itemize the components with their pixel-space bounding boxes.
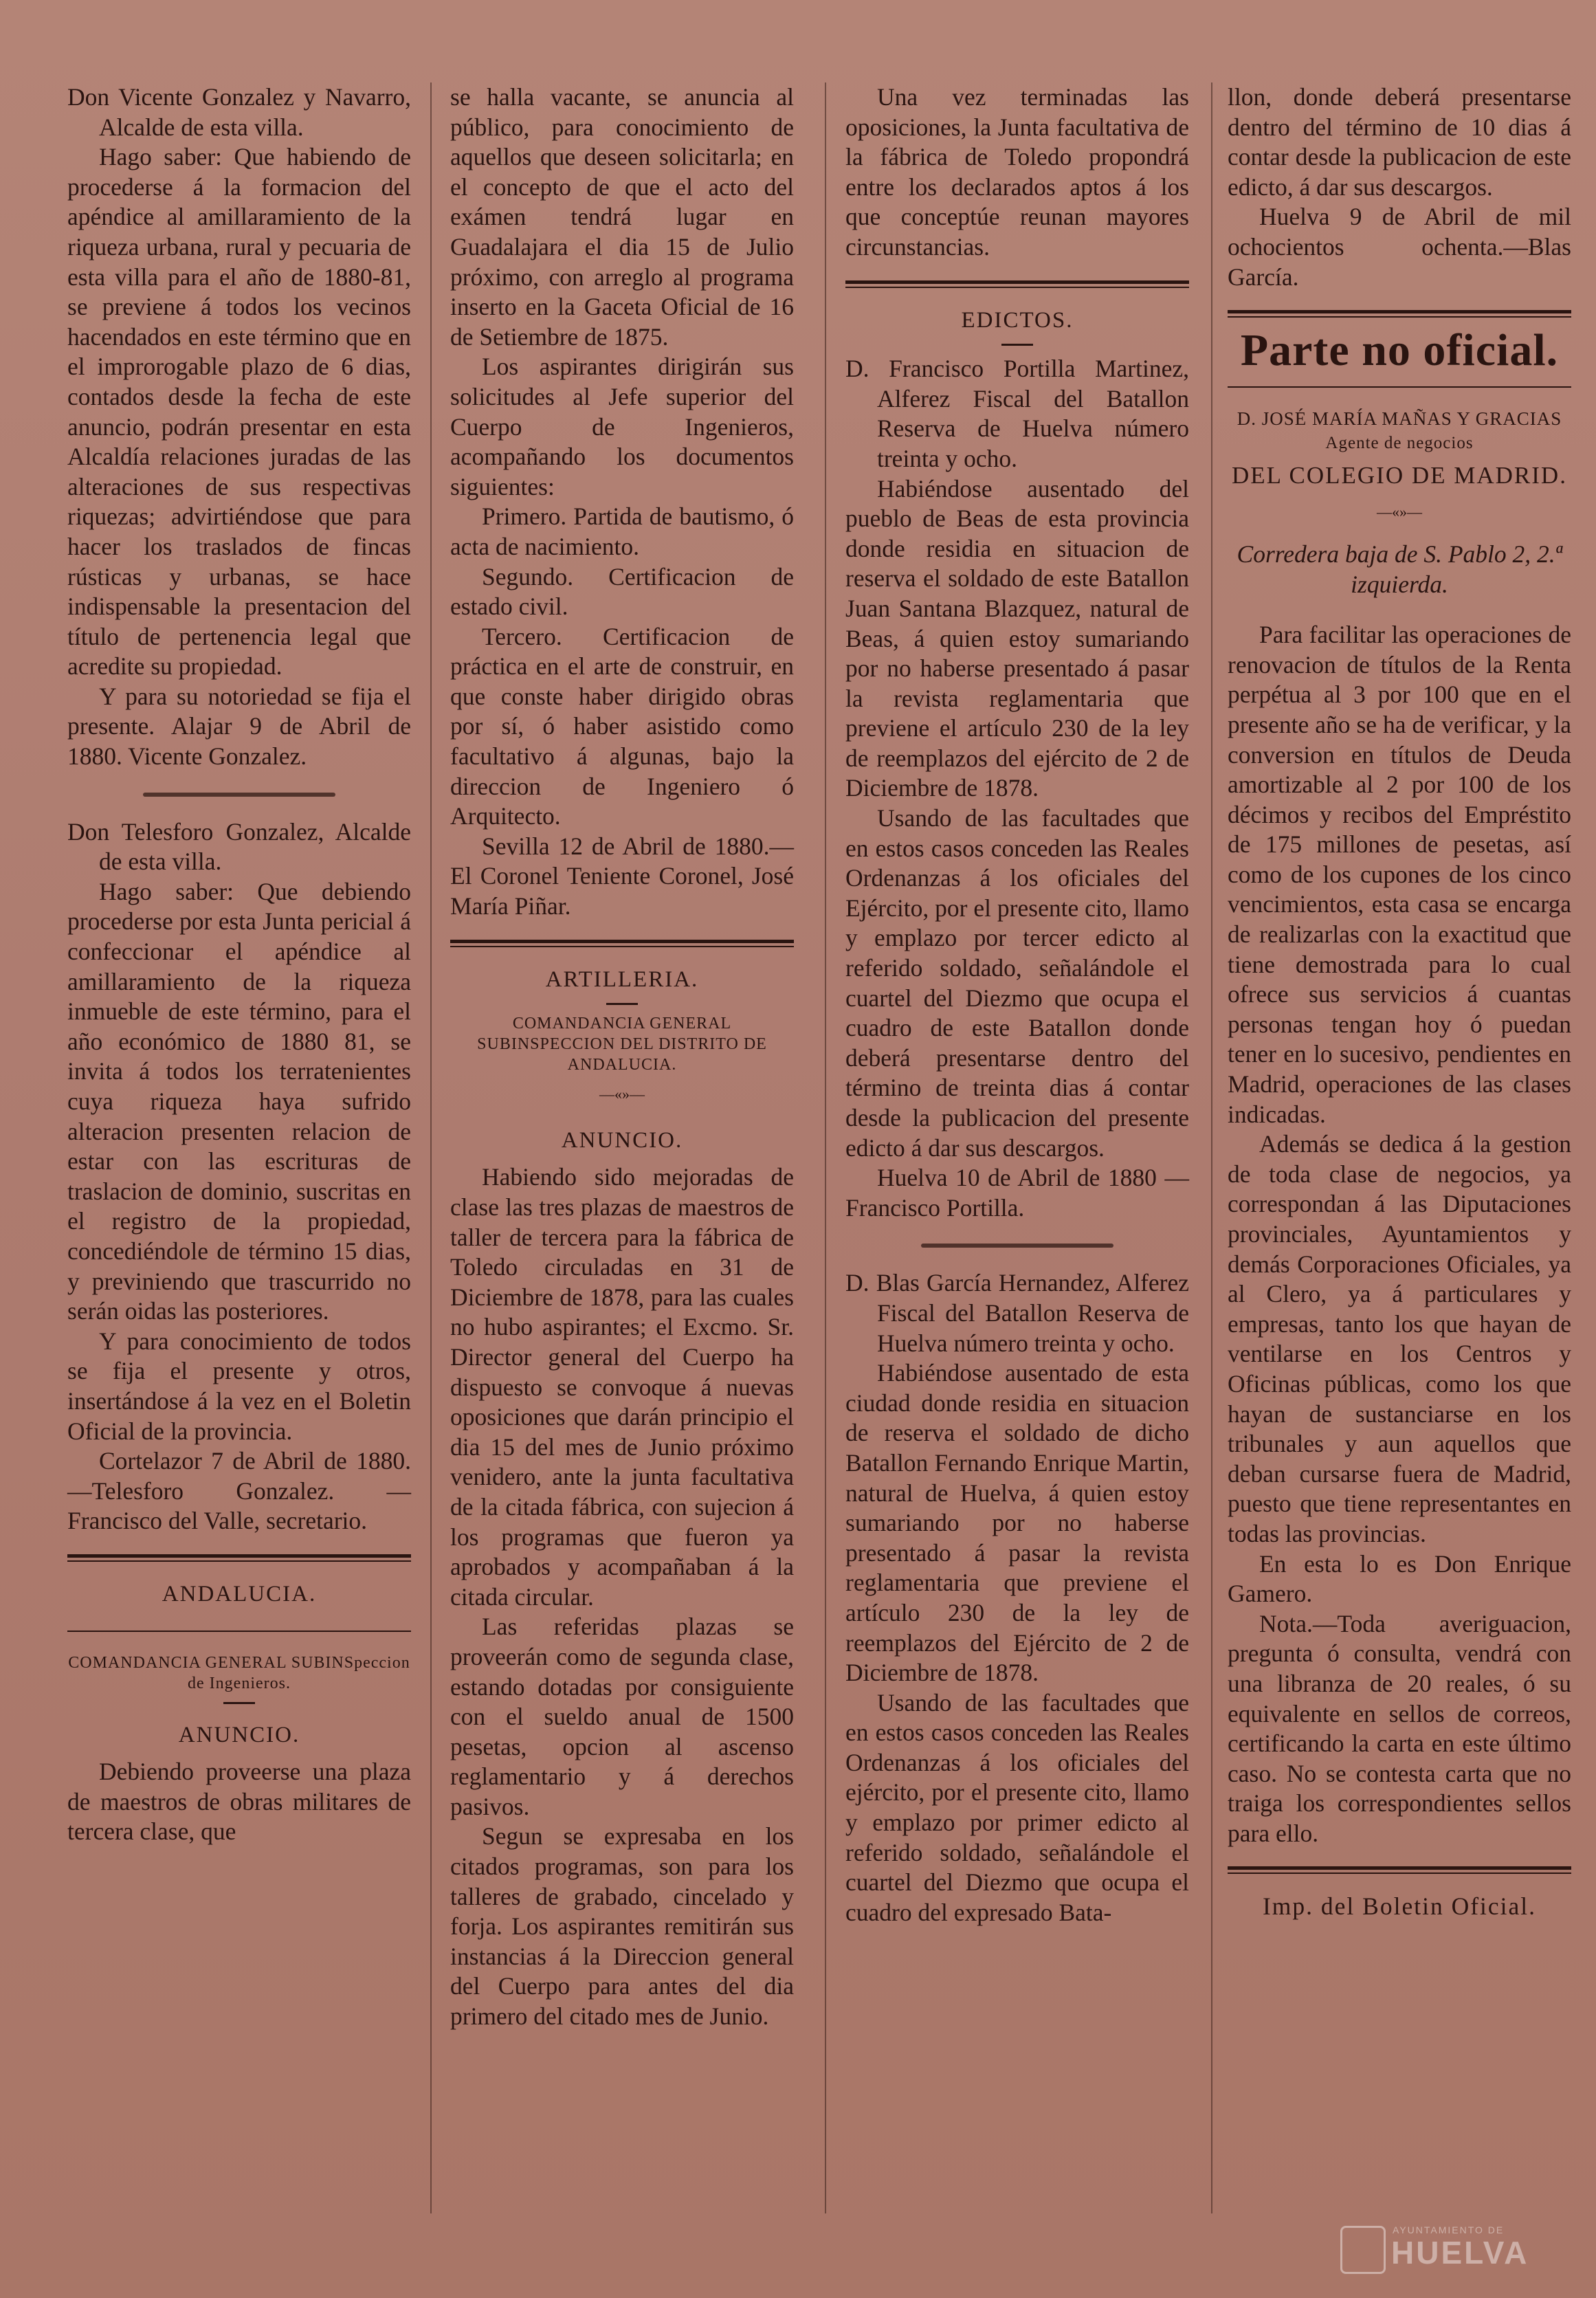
edict-body: Y para conocimiento de todos se fija el presente y otros, insertándose á la vez en el Boletin Oficial de la provincia. — [67, 1327, 411, 1445]
agent-name: D. JOSÉ MARÍA MAÑAS Y GRACIAS — [1237, 408, 1562, 429]
separator — [143, 793, 335, 797]
separator — [921, 1244, 1113, 1248]
notice-body: Tercero. Certificacion de práctica en el arte de construir, en que conste haber dirigido obras por sí, ó haber asistido como facultativo á algunas, bajo la direccion de Ingeniero ó Arquitecto. — [450, 622, 794, 830]
notice-body: Las referidas plazas se proveerán como de segunda clase, estando dotadas por consiguiente con el sueldo anual de 1500 pesetas, opcion al ascenso reglamentario y á derechos pasivos. — [450, 1613, 794, 1820]
imprint: Imp. del Boletin Oficial. — [1262, 1892, 1536, 1921]
dash-ornament — [223, 1702, 255, 1704]
agent-college: DEL COLEGIO DE MADRID. — [1232, 461, 1567, 489]
edict-signature: Cortelazor 7 de Abril de 1880.—Telesforo Gonzalez. —Francisco del Valle, secretario. — [67, 1447, 411, 1535]
column-rule — [825, 82, 826, 2213]
column-rule — [430, 82, 432, 2213]
notice-body: Primero. Partida de bautismo, ó acta de nacimiento. — [450, 502, 794, 560]
double-rule — [1228, 1866, 1571, 1874]
section-heading: ARTILLERIA. — [545, 966, 699, 992]
double-rule — [450, 940, 794, 947]
double-rule — [1228, 310, 1571, 318]
notice-body: se halla vacante, se anuncia al público, para conocimiento de aquellos que deseen solicitarla; en el concepto de que el acto del exámen tendrá lugar en Guadalajara el dia 15 de Julio próximo, con arreglo al programa inserto en la Gaceta Oficial de 16 de Setiembre de 1875. — [450, 83, 794, 351]
section-heading: Parte no oficial. — [1240, 325, 1559, 376]
notice-body: Habiendo sido mejoradas de clase las tres plazas de maestros de taller de tercera para la fábrica de Toledo circuladas en 31 de Diciembre de 1878, para las cuales no hubo aspirantes; el Excmo. Sr. Director general del Cuerpo ha dispuesto se convoque á nuevas oposiciones que darán principio el dia 15 del mes de Junio próximo venidero, ante la junta facultativa de la citada fábrica, con sujecion á los programas que fueron ya aprobados y acompañaban á la citada circular. — [450, 1163, 794, 1611]
dash-ornament — [606, 1003, 638, 1005]
column-3 — [845, 82, 1189, 1927]
edict-body: Habiéndose ausentado del pueblo de Beas de esta provincia donde residia en situacion de reserva el soldado de este Batallon Juan Santana Blazquez, natural de Beas, á quien estoy sumariando por no haberse presentado á pasar la revista reglamentaria que previene el artículo 230 de la ley de reemplazos del ejército de 2 de Diciembre de 1878. — [845, 474, 1189, 802]
agent-role: Agente de negocios — [1325, 433, 1474, 452]
ad-body: En esta lo es Don Enrique Gamero. — [1228, 1549, 1571, 1608]
edict-heading: Don Telesforo Gonzalez, Alcalde de esta villa. — [67, 817, 411, 876]
double-rule — [845, 280, 1189, 288]
thin-rule — [1228, 386, 1571, 388]
column-rule — [1211, 82, 1212, 2213]
edict-body: Usando de las facultades que en estos casos conceden las Reales Ordenanzas á los oficiales del Ejército, por el presente cito, llamo y emplazo por tercer edicto al referido soldado, señalándole el cuartel del Diezmo que ocupa el cuadro de este Batallon donde deberá presentarse dentro del término de treinta dias á contar desde la publicacion del presente edicto á dar sus descargos. — [845, 804, 1189, 1162]
notice-body: Segundo. Certificacion de estado civil. — [450, 562, 794, 621]
ad-note: Nota.—Toda averiguacion, pregunta ó consulta, vendrá con una libranza de 20 reales, ó su equivalente en sellos de correos, certificando la carta en este último caso. No se contesta carta que no traiga los correspondientes sellos para ello. — [1228, 1609, 1571, 1847]
edict-body: llon, donde deberá presentarse dentro del término de 10 dias á contar desde la publicacion de este edicto, á dar sus descargos. — [1228, 83, 1571, 201]
edict-heading: D. Francisco Portilla Martinez, Alferez Fiscal del Batallon Reserva de Huelva número treinta y ocho. — [845, 355, 1189, 472]
subsection-heading: COMANDANCIA GENERAL SUBINSPECCION DEL DISTRITO DE ANDALUCIA. — [477, 1015, 767, 1074]
ornament: —«»— — [1377, 503, 1422, 521]
dash-ornament — [1001, 344, 1033, 346]
edict-body: Hago saber: Que habiendo de procederse á la formacion del apéndice al amillaramiento de la riqueza urbana, rural y pecuaria de esta villa para el año de 1880-81, se previene á todos los vecinos hacendados en este término que en el improrogable plazo de 6 dias, contados desde la fecha de este anuncio, podrán presentar en esta Alcaldía relaciones juradas de las alteraciones de sus respectivas riquezas; advirtiéndose que para hacer los traslados de fincas rústicas y urbanas, se hace indispensable la presentacion del título de pertenencia legal que acredite su propiedad. — [67, 143, 411, 681]
section-heading: ANDALUCIA. — [162, 1581, 317, 1606]
notice-body: Debiendo proveerse una plaza de maestros de obras militares de tercera clase, que — [67, 1758, 411, 1846]
notice-body: Segun se expresaba en los citados programas, son para los talleres de grabado, cincelado y forja. Los aspirantes remitirán sus instancias á la Direccion general del Cuerpo para antes del dia primero del citado mes de Junio. — [450, 1822, 794, 2031]
notice-body: Los aspirantes dirigirán sus solicitudes al Jefe superior del Cuerpo de Ingenieros, acompañando los documentos siguientes: — [450, 353, 794, 500]
edict-body: Y para su notoriedad se fija el presente. Alajar 9 de Abril de 1880. Vicente Gonzalez. — [67, 682, 411, 771]
edict-body: Habiéndose ausentado de esta ciudad donde residia en situacion de reserva el soldado de dicho Batallon Fernando Enrique Martin, natural de Huelva, á quien estoy sumariando por no haberse presentado á pasar la revista reglamentaria que previene el artículo 230 de la ley de reemplazos del Ejército de 2 de Diciembre de 1878. — [845, 1359, 1189, 1687]
column-2 — [450, 82, 794, 2032]
ornament: —«»— — [599, 1085, 645, 1103]
ad-body: Para facilitar las operaciones de renovacion de títulos de la Renta perpétua al 3 por 100 que en el presente año se ha de verificar, y la conversion en títulos de Deuda amortizable al 2 por 100 de los décimos y recibos del Empréstito de 175 millones de pesetas, así como de los cupones de los cinco vencimientos, esta casa se encarga de realizarlas con la exactitud que tiene demostrada para lo cual ofrece sus servicios á cuantas personas tengan hoy ó puedan tener en lo sucesivo, pendientes en Madrid, operaciones de las clases indicadas. — [1228, 621, 1571, 1128]
notice-heading: ANUNCIO. — [561, 1127, 683, 1153]
edict-body: Usando de las facultades que en estos casos conceden las Reales Ordenanzas á los oficiales del ejército, por el presente cito, llamo y emplazo por primer edicto al referido soldado, señalándole el cuartel del Diezmo que ocupa el cuadro del expresado Bata- — [845, 1688, 1189, 1926]
notice-heading: ANUNCIO. — [178, 1722, 300, 1747]
archive-watermark — [1340, 2222, 1547, 2277]
coat-of-arms-icon — [1340, 2226, 1386, 2274]
double-rule — [67, 1554, 411, 1562]
edict-heading: Don Vicente Gonzalez y Navarro, Alcalde de esta villa. — [67, 83, 411, 141]
edict-signature: Huelva 9 de Abril de mil ochocientos ochenta.—Blas García. — [1228, 203, 1571, 291]
notice-signature: Sevilla 12 de Abril de 1880.—El Coronel Teniente Coronel, José María Piñar. — [450, 832, 794, 920]
section-heading: EDICTOS. — [961, 307, 1074, 333]
column-1 — [67, 82, 411, 1847]
ad-body: Además se dedica á la gestion de toda clase de negocios, ya correspondan á las Diputaciones provinciales, Ayuntamientos y demás Corporaciones Oficiales, ya al Clero, ya á particulares y empresas, tanto los que hayan de ventilarse en los Centros y Oficinas públicas, como los que hayan de sustanciarse en los tribunales y aun aquellos que deban cursarse fuera de Madrid, puesto que tiene representantes en todas las provincias. — [1228, 1130, 1571, 1547]
subsection-heading: COMANDANCIA GENERAL SUBINSpeccion de Ingenieros. — [68, 1653, 410, 1692]
edict-heading: D. Blas García Hernandez, Alferez Fiscal del Batallon Reserva de Huelva número treinta y ocho. — [845, 1269, 1189, 1357]
column-4 — [1228, 82, 1571, 1922]
watermark-big-text: HUELVA — [1391, 2235, 1529, 2271]
thin-rule — [67, 1631, 411, 1632]
edict-signature: Huelva 10 de Abril de 1880 —Francisco Portilla. — [845, 1164, 1189, 1222]
agent-address: Corredera baja de S. Pablo 2, 2.ª izquierda. — [1237, 540, 1562, 598]
edict-body: Hago saber: Que debiendo procederse por esta Junta pericial á confeccionar el apéndice al amillaramiento de la riqueza inmueble de este término, para el año económico de 1880 81, se invita á todos los terratenientes cuya riqueza haya sufrido alteracion presenten relacion de estar con las escrituras de traslacion de dominio, suscritas en el registro de la propiedad, concediéndole de término 15 dias, y previniendo que trascurrido no serán oidas las posteriores. — [67, 877, 411, 1325]
watermark-top-text: AYUNTAMIENTO DE — [1393, 2224, 1505, 2235]
notice-body: Una vez terminadas las oposiciones, la Junta facultativa de la fábrica de Toledo propondrá entre los declarados aptos á los que conceptúe reunan mayores circunstancias. — [845, 83, 1189, 261]
